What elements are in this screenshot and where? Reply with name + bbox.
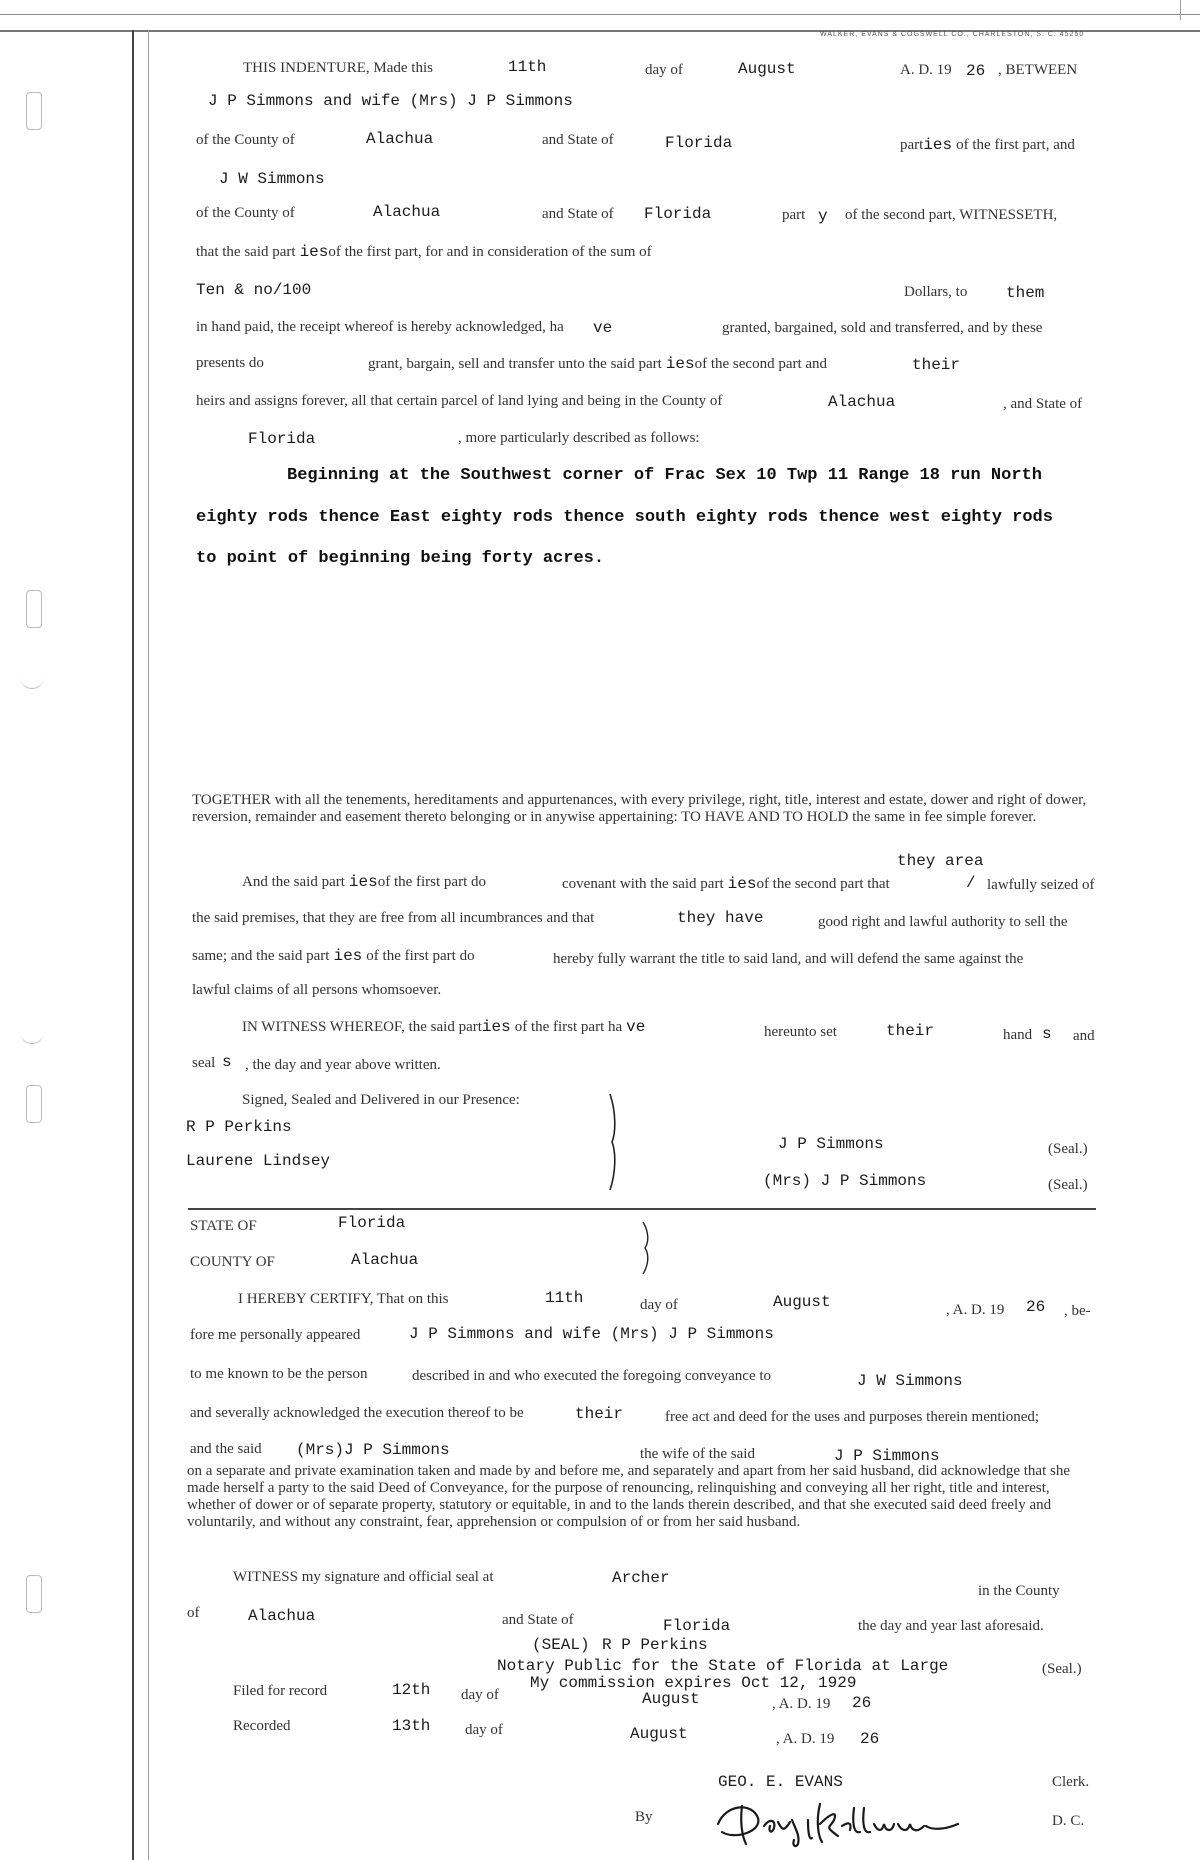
hereunto-set: hereunto set bbox=[764, 1024, 837, 1040]
first-party: J P Simmons and wife (Mrs) J P Simmons bbox=[208, 92, 573, 110]
binder-mark bbox=[20, 660, 44, 689]
top-edge bbox=[0, 14, 1200, 15]
and-the-said: and the said bbox=[190, 1441, 262, 1457]
notary-seal: (SEAL) bbox=[532, 1636, 590, 1654]
ack-county2: Alachua bbox=[248, 1607, 316, 1625]
binder-hole bbox=[26, 92, 42, 130]
dc-label: D. C. bbox=[1052, 1813, 1085, 1829]
granted-text: granted, bargained, sold and transferred, and by these bbox=[722, 320, 1043, 336]
examination-clause: on a separate and private examination taken and made by and before me, and separately and apart from her said husband, did acknowledge that she made herself a party to the said Deed of Conveyance, for the purpose of renouncing, relinquishing and conveying all her right, title and interest, whether of dower or of separate property, statutory or equitable, in and to the lands therein described, and that she executed said deed freely and voluntarily, and without any constraint, fear, apprehension or compulsion of or from her said husband. bbox=[187, 1463, 1070, 1530]
presents-do: presents do bbox=[196, 355, 264, 371]
printer-imprint: WALKER, EVANS & COGSWELL CO., CHARLESTON, S. C. 45250 bbox=[820, 31, 1085, 38]
executed-text: described in and who executed the foregoing conveyance to bbox=[412, 1368, 772, 1384]
binder-hole bbox=[26, 1085, 42, 1123]
lawfully-seized: lawfully seized of bbox=[987, 877, 1095, 893]
hand-paid-suffix: ve bbox=[593, 319, 613, 337]
ack-be: , be- bbox=[1064, 1303, 1091, 1319]
premises-text: the said premises, that they are free from all incumbrances and that bbox=[192, 910, 595, 926]
consideration-sum: Ten & no/100 bbox=[196, 281, 312, 299]
county1: Alachua bbox=[366, 130, 434, 148]
described-label: , more particularly described as follows: bbox=[458, 430, 700, 446]
they-are: they area bbox=[897, 852, 984, 870]
grant-line: grant, bargain, sell and transfer unto the said part iesof the second part and bbox=[368, 355, 828, 373]
binder-mark bbox=[20, 1015, 44, 1044]
county-of-label: COUNTY OF bbox=[190, 1254, 275, 1270]
notary-title: Notary Public for the State of Florida at Large bbox=[497, 1657, 949, 1675]
seal-label: seal bbox=[192, 1055, 216, 1071]
description-line-2: eighty rods thence East eighty rods thence south eighty rods thence west eighty rods bbox=[196, 508, 1053, 527]
description-line-1: Beginning at the Southwest corner of Frac Sex 10 Twp 11 Range 18 run North bbox=[287, 466, 1042, 485]
filed-day-of: day of bbox=[461, 1687, 499, 1703]
certify-label: I HEREBY CERTIFY, That on this bbox=[238, 1291, 449, 1307]
between-label: , BETWEEN bbox=[998, 62, 1078, 78]
ad-label: A. D. 19 bbox=[900, 62, 952, 78]
indenture-year: 26 bbox=[966, 62, 986, 80]
indenture-intro: THIS INDENTURE, Made this bbox=[243, 60, 433, 76]
section-divider bbox=[188, 1208, 1096, 1210]
filed-ad: , A. D. 19 bbox=[772, 1696, 831, 1712]
indenture-day: 11th bbox=[508, 58, 547, 76]
witness-2: Laurene Lindsey bbox=[186, 1152, 331, 1170]
county-label: of the County of bbox=[196, 205, 295, 221]
day-of-label: day of bbox=[645, 62, 683, 78]
county-label: of the County of bbox=[196, 132, 295, 148]
filed-year: 26 bbox=[852, 1694, 872, 1712]
recorded-year: 26 bbox=[860, 1730, 880, 1748]
consideration-line: that the said part iesof the first part, for and in consideration of the sum of bbox=[196, 243, 652, 261]
lawful-claims: lawful claims of all persons whomsoever. bbox=[192, 982, 442, 998]
warrant-line: same; and the said part ies of the first part do bbox=[192, 947, 475, 965]
signature-brace bbox=[606, 1092, 630, 1192]
last-aforesaid: the day and year last aforesaid. bbox=[858, 1618, 1044, 1634]
part-y-pre: part bbox=[782, 207, 806, 223]
state2: Florida bbox=[644, 205, 712, 223]
binder-hole bbox=[26, 590, 42, 628]
ack-day-of: day of bbox=[640, 1297, 678, 1313]
ack-grantee: J W Simmons bbox=[857, 1372, 963, 1390]
ack-wife: (Mrs)J P Simmons bbox=[296, 1441, 450, 1459]
state-of-label: STATE OF bbox=[190, 1218, 257, 1234]
seal-mark-2: (Seal.) bbox=[1048, 1177, 1088, 1193]
recorded-month: August bbox=[630, 1725, 688, 1743]
of-label: of bbox=[187, 1605, 200, 1621]
ack-and-state: and State of bbox=[502, 1612, 574, 1628]
free-act: free act and deed for the uses and purposes therein mentioned; bbox=[665, 1409, 1040, 1425]
state-label: and State of bbox=[542, 132, 614, 148]
known-person: to me known to be the person bbox=[190, 1366, 368, 1382]
left-margin-line bbox=[132, 30, 134, 1860]
seal-s: s bbox=[222, 1053, 232, 1071]
day-written: , the day and year above written. bbox=[245, 1057, 441, 1073]
recorded-label: Recorded bbox=[233, 1718, 291, 1734]
severally-text: and severally acknowledged the execution thereof to be bbox=[190, 1405, 524, 1421]
recorded-ad: , A. D. 19 bbox=[776, 1731, 835, 1747]
in-witness-line: IN WITNESS WHEREOF, the said parties of the first part ha ve bbox=[242, 1018, 646, 1036]
covenant-line: And the said part iesof the first part do bbox=[242, 873, 487, 891]
deputy-clerk-signature-image bbox=[712, 1796, 992, 1850]
ack-state: Florida bbox=[338, 1214, 406, 1232]
left-inner-line bbox=[148, 30, 149, 1860]
wife-of: the wife of the said bbox=[640, 1446, 755, 1462]
hand-s: s bbox=[1042, 1025, 1052, 1043]
filed-month: August bbox=[642, 1690, 700, 1708]
binder-hole bbox=[26, 1575, 42, 1613]
ack-month: August bbox=[773, 1293, 831, 1311]
they-have: they have bbox=[677, 909, 764, 927]
heirs-text: heirs and assigns forever, all that certain parcel of land lying and being in the County of bbox=[196, 393, 723, 409]
ack-place: Archer bbox=[612, 1569, 670, 1587]
and-state-of: , and State of bbox=[1003, 396, 1083, 412]
witness-signature: WITNESS my signature and official seal at bbox=[233, 1569, 494, 1585]
in-county: in the County bbox=[978, 1583, 1060, 1599]
parties-first: parties of the first part, and bbox=[900, 136, 1075, 154]
grant-their: their bbox=[912, 356, 961, 374]
seal-mark-1: (Seal.) bbox=[1048, 1141, 1088, 1157]
clerk-name: GEO. E. EVANS bbox=[718, 1773, 843, 1791]
part-y-post: of the second part, WITNESSETH, bbox=[845, 207, 1058, 223]
indenture-month: August bbox=[738, 60, 796, 78]
and-label: and bbox=[1073, 1028, 1095, 1044]
signed-sealed: Signed, Sealed and Delivered in our Presence: bbox=[242, 1092, 520, 1108]
ack-day: 11th bbox=[545, 1289, 584, 1307]
notary-name: R P Perkins bbox=[602, 1636, 708, 1654]
ack-state2: Florida bbox=[663, 1617, 731, 1635]
ack-their: their bbox=[575, 1405, 624, 1423]
good-right: good right and lawful authority to sell the bbox=[818, 914, 1068, 930]
part-y-suffix: y bbox=[818, 207, 828, 225]
county3: Alachua bbox=[828, 393, 896, 411]
ack-county: Alachua bbox=[351, 1251, 419, 1269]
commission-expires: My commission expires Oct 12, 1929 bbox=[530, 1674, 857, 1692]
filed-day: 12th bbox=[392, 1681, 431, 1699]
county2: Alachua bbox=[373, 203, 441, 221]
hand-paid-pre: in hand paid, the receipt whereof is hereby acknowledged, ha bbox=[196, 319, 564, 335]
hand-label: hand bbox=[1003, 1027, 1033, 1043]
clerk-label: Clerk. bbox=[1052, 1774, 1090, 1790]
fore-me: fore me personally appeared bbox=[190, 1327, 361, 1343]
recorded-day-of: day of bbox=[465, 1722, 503, 1738]
right-edge-line bbox=[1180, 0, 1181, 20]
notary-seal-mark: (Seal.) bbox=[1042, 1661, 1082, 1677]
covenant-with: covenant with the said part iesof the second part that bbox=[562, 875, 890, 893]
by-label: By bbox=[635, 1809, 653, 1825]
dollars-to-label: Dollars, to bbox=[904, 284, 968, 300]
to-whom: them bbox=[1006, 284, 1045, 302]
ack-appeared: J P Simmons and wife (Mrs) J P Simmons bbox=[409, 1325, 774, 1343]
slash-mark: / bbox=[966, 874, 976, 892]
state-label: and State of bbox=[542, 206, 614, 222]
together-clause: TOGETHER with all the tenements, hereditaments and appurtenances, with every privilege, right, title, interest and estate, dower and right of dower, reversion, remainder and easement thereto belonging or in anywise appertaining: TO HAVE AND TO HOLD the same in fee simple forever. bbox=[192, 792, 1087, 825]
signer-1: J P Simmons bbox=[778, 1135, 884, 1153]
description-line-3: to point of beginning being forty acres. bbox=[196, 549, 605, 568]
county-brace bbox=[640, 1220, 660, 1276]
filed-label: Filed for record bbox=[233, 1683, 328, 1699]
warrant-text: hereby fully warrant the title to said land, and will defend the same against the bbox=[553, 951, 1024, 967]
state1: Florida bbox=[665, 134, 733, 152]
witness-their: their bbox=[886, 1022, 935, 1040]
ack-ad: , A. D. 19 bbox=[946, 1302, 1005, 1318]
witness-1: R P Perkins bbox=[186, 1118, 292, 1136]
state3: Florida bbox=[248, 430, 316, 448]
recorded-day: 13th bbox=[392, 1717, 431, 1735]
second-party: J W Simmons bbox=[219, 170, 325, 188]
signer-2: (Mrs) J P Simmons bbox=[763, 1172, 927, 1190]
ack-husband: J P Simmons bbox=[834, 1447, 940, 1465]
ack-year: 26 bbox=[1026, 1298, 1046, 1316]
